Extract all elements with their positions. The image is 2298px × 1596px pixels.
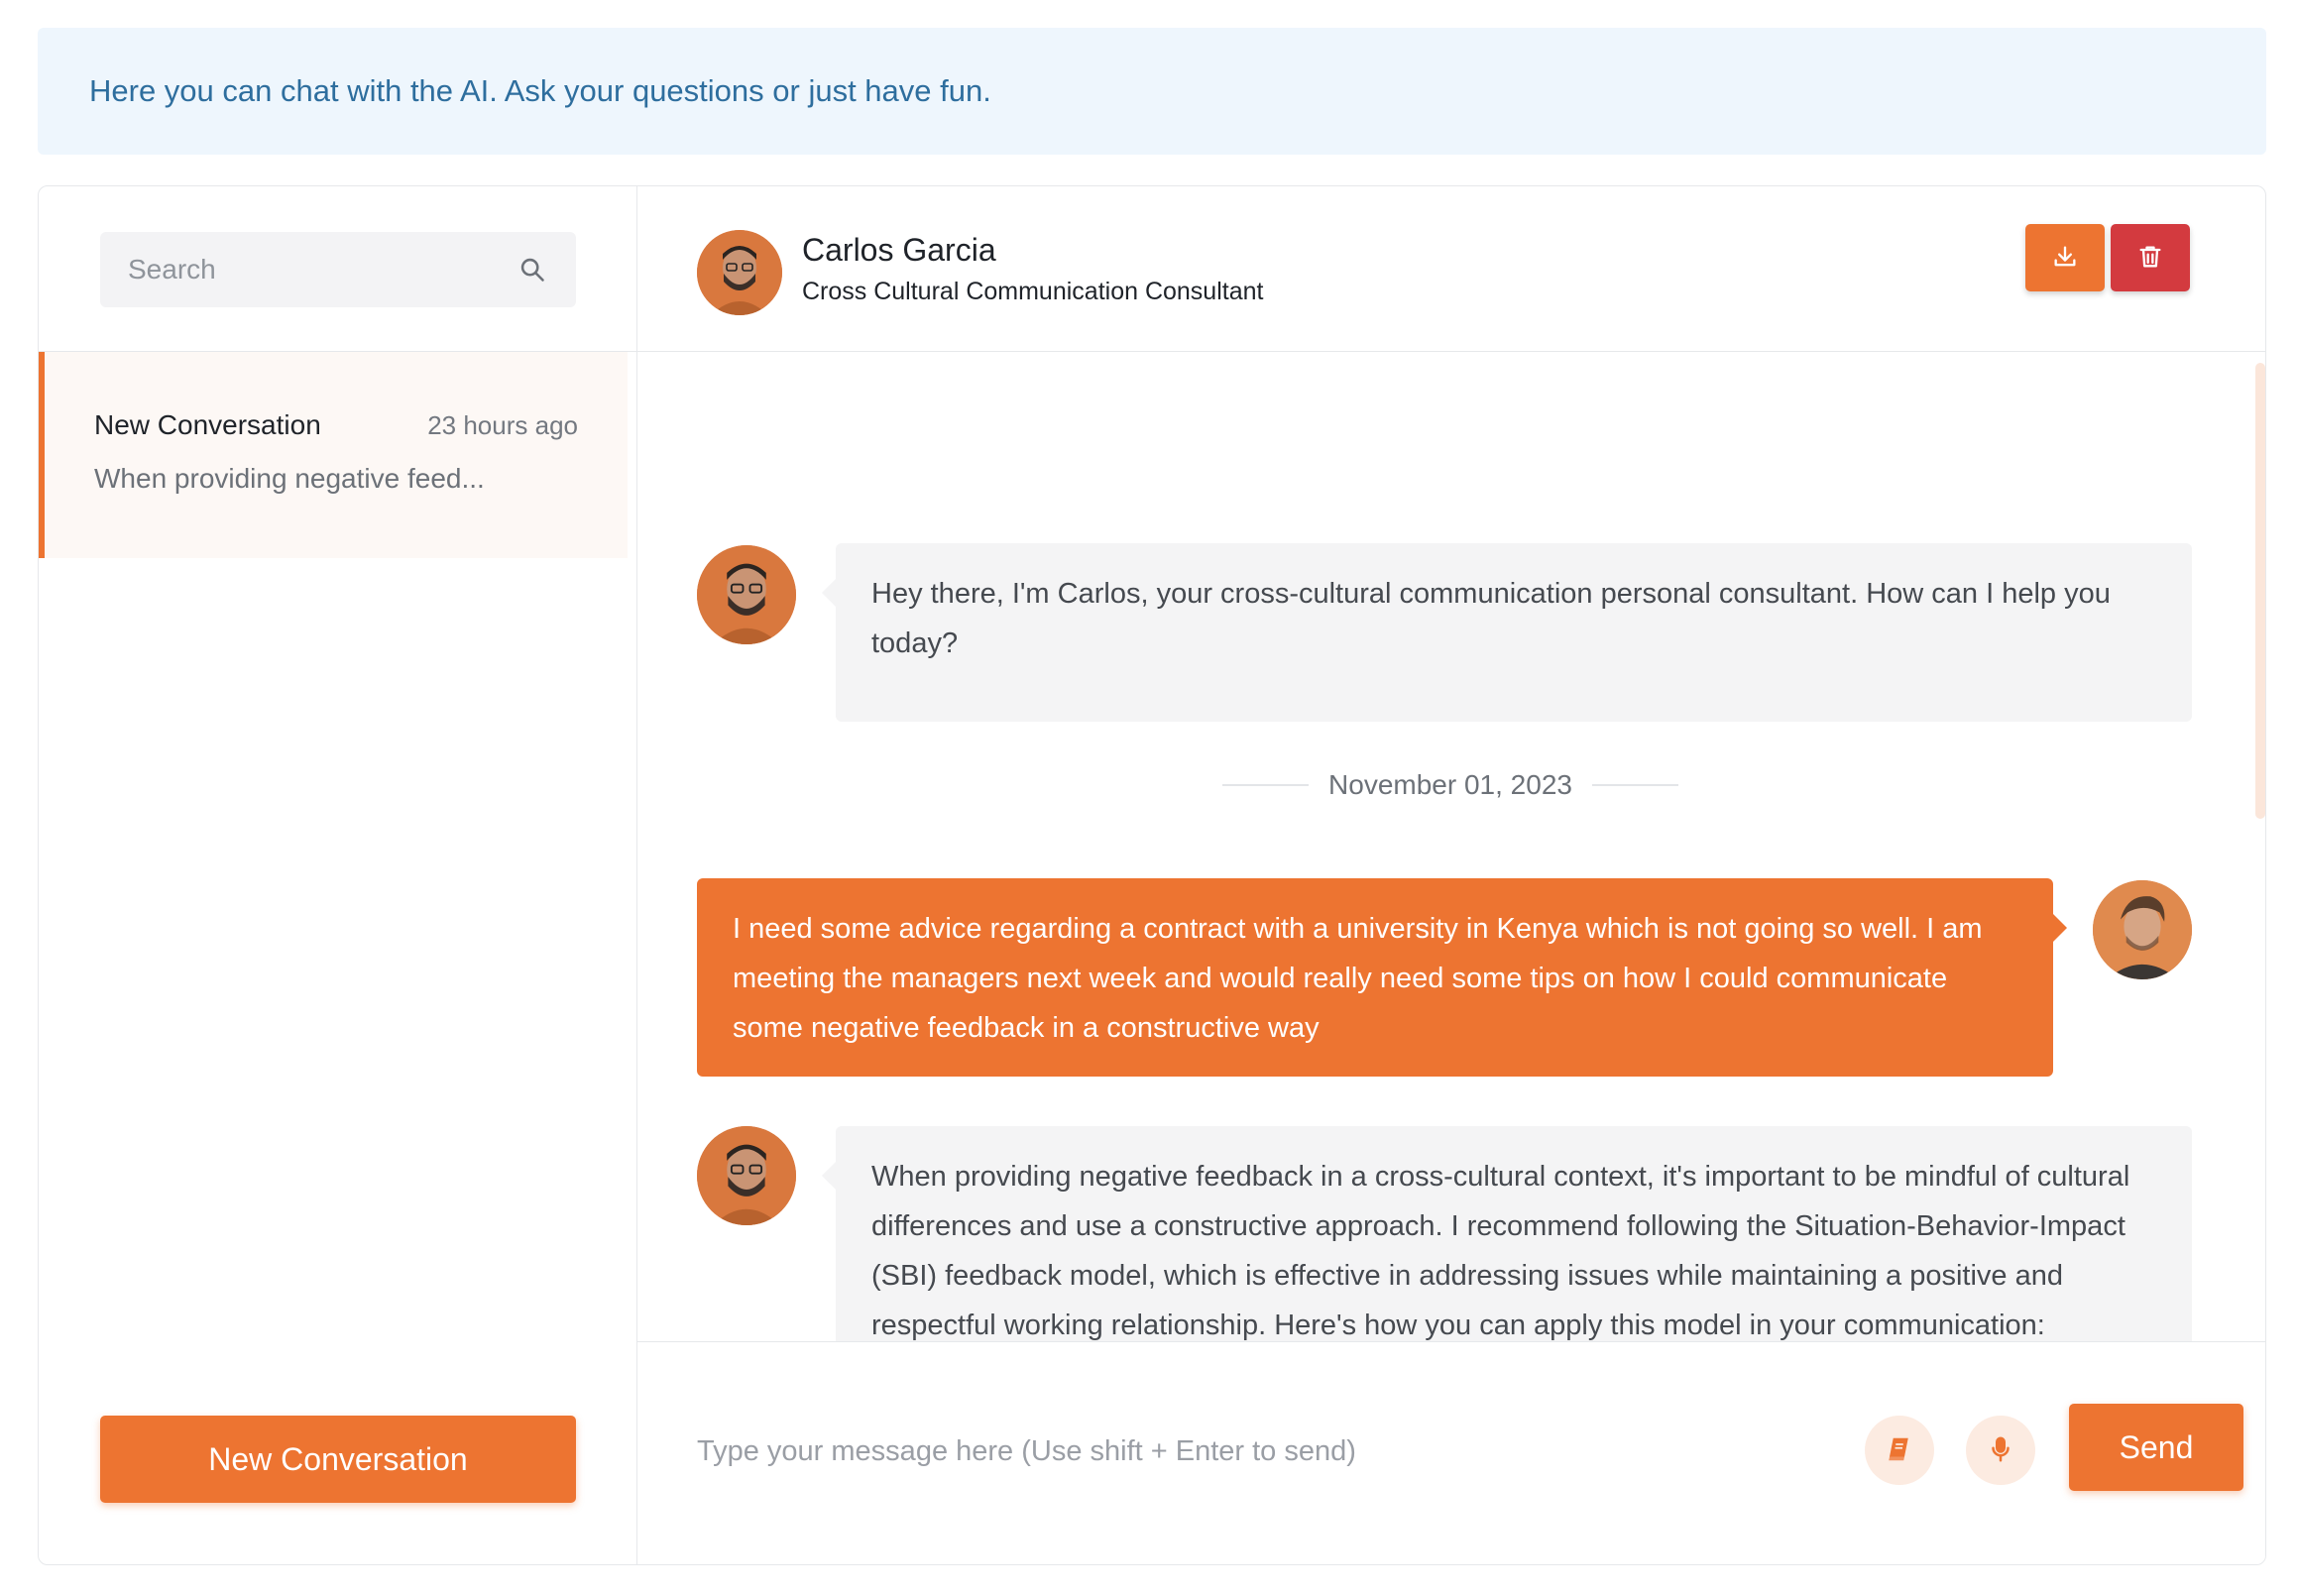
mic-icon xyxy=(1986,1434,2015,1467)
user-avatar xyxy=(2093,880,2192,979)
message-bubble-bot xyxy=(836,543,2192,722)
search-icon[interactable] xyxy=(517,254,548,285)
trash-icon xyxy=(2136,243,2164,274)
chat-header xyxy=(637,186,2266,352)
conversation-preview: When providing negative feed... xyxy=(94,463,485,494)
chat-panel xyxy=(637,186,2266,1564)
search-box xyxy=(100,232,576,307)
consultant-role: Cross Cultural Communication Consultant xyxy=(802,278,1264,305)
consultant-avatar xyxy=(697,230,782,315)
delete-button[interactable] xyxy=(2111,224,2190,291)
consultant-name: Carlos Garcia xyxy=(802,232,996,268)
sidebar-header xyxy=(39,186,636,352)
new-conversation-button[interactable]: New Conversation xyxy=(100,1416,576,1503)
bot-avatar xyxy=(697,545,796,644)
banner-text: Here you can chat with the AI. Ask your questions or just have fun. xyxy=(89,73,991,108)
scrollbar[interactable] xyxy=(2255,363,2265,819)
message-text: Hey there, I'm Carlos, your cross-cultural communication personal consultant. How can I help you today? xyxy=(871,578,2111,659)
send-button[interactable]: Send xyxy=(2069,1404,2243,1491)
composer xyxy=(637,1341,2266,1565)
sidebar xyxy=(39,186,637,1564)
date-separator xyxy=(1222,769,1678,801)
info-banner xyxy=(38,28,2266,155)
message-bubble-user xyxy=(697,878,2053,1077)
message-text: When providing negative feedback in a cross-cultural context, it's important to be mindful of cultural differences and use a constructive approach. I recommend following the Situation-Behavior-Impact (SBI) feedback model, which is effective in addressing issues while maintaining a positive and respectful working relationship. Here's how you can apply this model in your communication: xyxy=(871,1161,2130,1341)
conversation-title: New Conversation xyxy=(94,409,321,440)
date-label: November 01, 2023 xyxy=(1328,769,1572,800)
chat-card xyxy=(38,185,2266,1565)
bot-avatar xyxy=(697,1126,796,1225)
message-input[interactable] xyxy=(697,1427,1768,1475)
book-icon xyxy=(1885,1434,1914,1467)
conversation-item[interactable] xyxy=(39,352,628,558)
search-input[interactable] xyxy=(128,254,517,285)
download-button[interactable] xyxy=(2025,224,2105,291)
conversation-time: 23 hours ago xyxy=(427,410,578,440)
download-icon xyxy=(2051,243,2079,274)
microphone-button[interactable] xyxy=(1966,1416,2035,1485)
prompt-library-button[interactable] xyxy=(1865,1416,1934,1485)
message-text: I need some advice regarding a contract with a university in Kenya which is not going so well. I am meeting the managers next week and would really need some tips on how I could communicate some negative feedback in a constructive way xyxy=(733,913,1983,1044)
